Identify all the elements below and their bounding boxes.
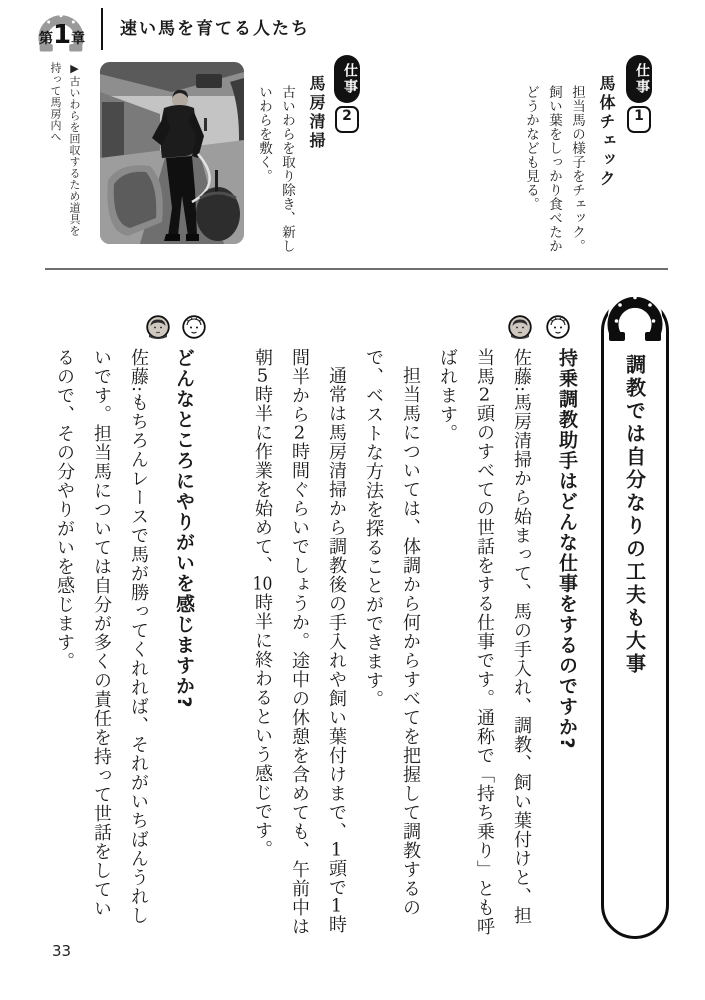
horseshoe-icon — [604, 288, 666, 344]
interview-body — [46, 348, 585, 936]
job-pill-label: 仕事 — [626, 55, 652, 103]
headline-capsule — [601, 297, 669, 939]
answer-paragraph: 通常は馬房清掃から調教後の手入れや飼い葉付けまで、1頭で1時間半から2時間ぐらいでしょうか。途中の休憩を含めても、午前中は朝5時半に作業を始めて、10時半に終わるという感じです。 — [252, 348, 347, 936]
chapter-prefix: 第 — [38, 31, 53, 47]
answer-paragraph: 佐藤:馬房清掃から始まって、馬の手入れ、調教、飼い葉付けと、担当馬2頭のすべての世話をする仕事です。通称で「持ち乗り」とも呼ばれます。 — [437, 348, 532, 936]
interviewer-face-icon — [182, 315, 206, 339]
interviewer-face-icon — [546, 315, 570, 339]
photo-caption: ▶古いわらを回収するため道具を持って馬房内へ — [49, 62, 81, 237]
sato-face-icon — [146, 315, 170, 339]
job-section-2 — [248, 55, 360, 275]
chapter-number — [33, 20, 91, 50]
section-title: 調教では自分なりの工夫も大事 — [622, 354, 647, 676]
job-body: 担当馬の様子をチェック。飼い葉をしっかり食べたかどうかなども見る。 — [523, 85, 585, 253]
chapter-title: 速い馬を育てる人たち — [120, 19, 310, 39]
chapter-suffix: 章 — [71, 31, 86, 47]
job-title: 馬房清掃 — [307, 75, 326, 151]
question-1: 持乗調教助手はどんな仕事をするのですか? — [556, 348, 578, 751]
chapter-num: 1 — [52, 20, 72, 50]
job-title: 馬体チェック — [597, 75, 616, 189]
sato-face-icon — [508, 315, 532, 339]
section-divider — [45, 268, 668, 270]
stable-photo — [100, 62, 244, 244]
header-divider — [101, 8, 103, 50]
answer-paragraph: 担当馬については、体調から何からすべてを把握して調教するので、ベストな方法を探ることができます。 — [363, 348, 421, 917]
question-2: どんなところにやりがいを感じますか? — [173, 348, 195, 710]
page-number: 33 — [52, 942, 72, 960]
job-body: 古いわらを取り除き、新しいわらを敷く。 — [256, 85, 295, 253]
job-label-1 — [626, 55, 652, 133]
job-pill-label: 仕事 — [334, 55, 360, 103]
answer-paragraph: 佐藤:もちろんレースで馬が勝ってくれれば、それがいちばんうれしいです。担当馬については自分が多くの責任を持って世話をしているので、その分やりがいを感じます。 — [54, 348, 149, 926]
chapter-badge — [30, 8, 92, 54]
job-number-badge: 1 — [627, 106, 651, 133]
job-section-1 — [512, 55, 652, 275]
job-number-badge: 2 — [335, 106, 359, 133]
job-label-2 — [334, 55, 360, 133]
